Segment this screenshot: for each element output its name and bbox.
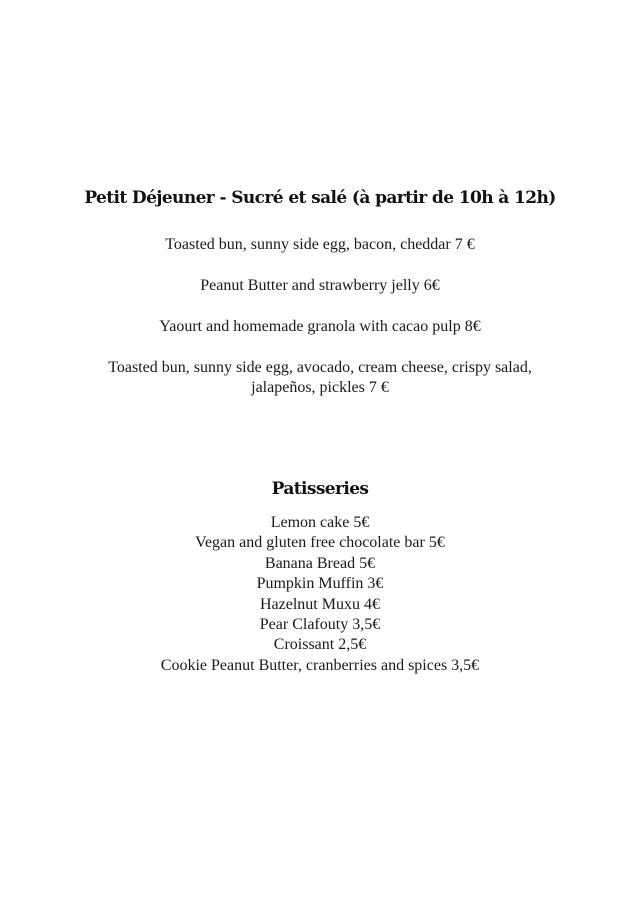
pastry-item: Banana Bread 5€ xyxy=(264,554,376,572)
pastry-item: Croissant 2,5€ xyxy=(273,636,367,654)
breakfast-item: Yaourt and homemade granola with cacao pulp 8€ xyxy=(159,318,481,335)
breakfast-item-line: Toasted bun, sunny side egg, avocado, cream cheese, crispy salad, xyxy=(108,359,532,376)
breakfast-item: Toasted bun, sunny side egg, bacon, cheddar 7 € xyxy=(165,236,475,253)
pastry-item: Hazelnut Muxu 4€ xyxy=(260,595,380,613)
breakfast-item-multiline xyxy=(40,358,600,398)
pastry-item: Lemon cake 5€ xyxy=(270,514,370,531)
pastry-item: Pear Clafouty 3,5€ xyxy=(259,616,381,634)
pastry-item: Vegan and gluten free chocolate bar 5€ xyxy=(195,534,445,552)
pastries-list xyxy=(0,513,640,676)
breakfast-item: Peanut Butter and strawberry jelly 6€ xyxy=(200,277,440,294)
breakfast-section-title: Petit Déjeuner - Sucré et salé (à partir de 10h à 12h) xyxy=(84,188,556,208)
pastry-item: Cookie Peanut Butter, cranberries and spices 3,5€ xyxy=(160,656,480,674)
pastries-section-title: Patisseries xyxy=(271,479,369,499)
pastry-item: Pumpkin Muffin 3€ xyxy=(256,575,384,593)
breakfast-item-line: jalapeños, pickles 7 € xyxy=(251,379,389,396)
